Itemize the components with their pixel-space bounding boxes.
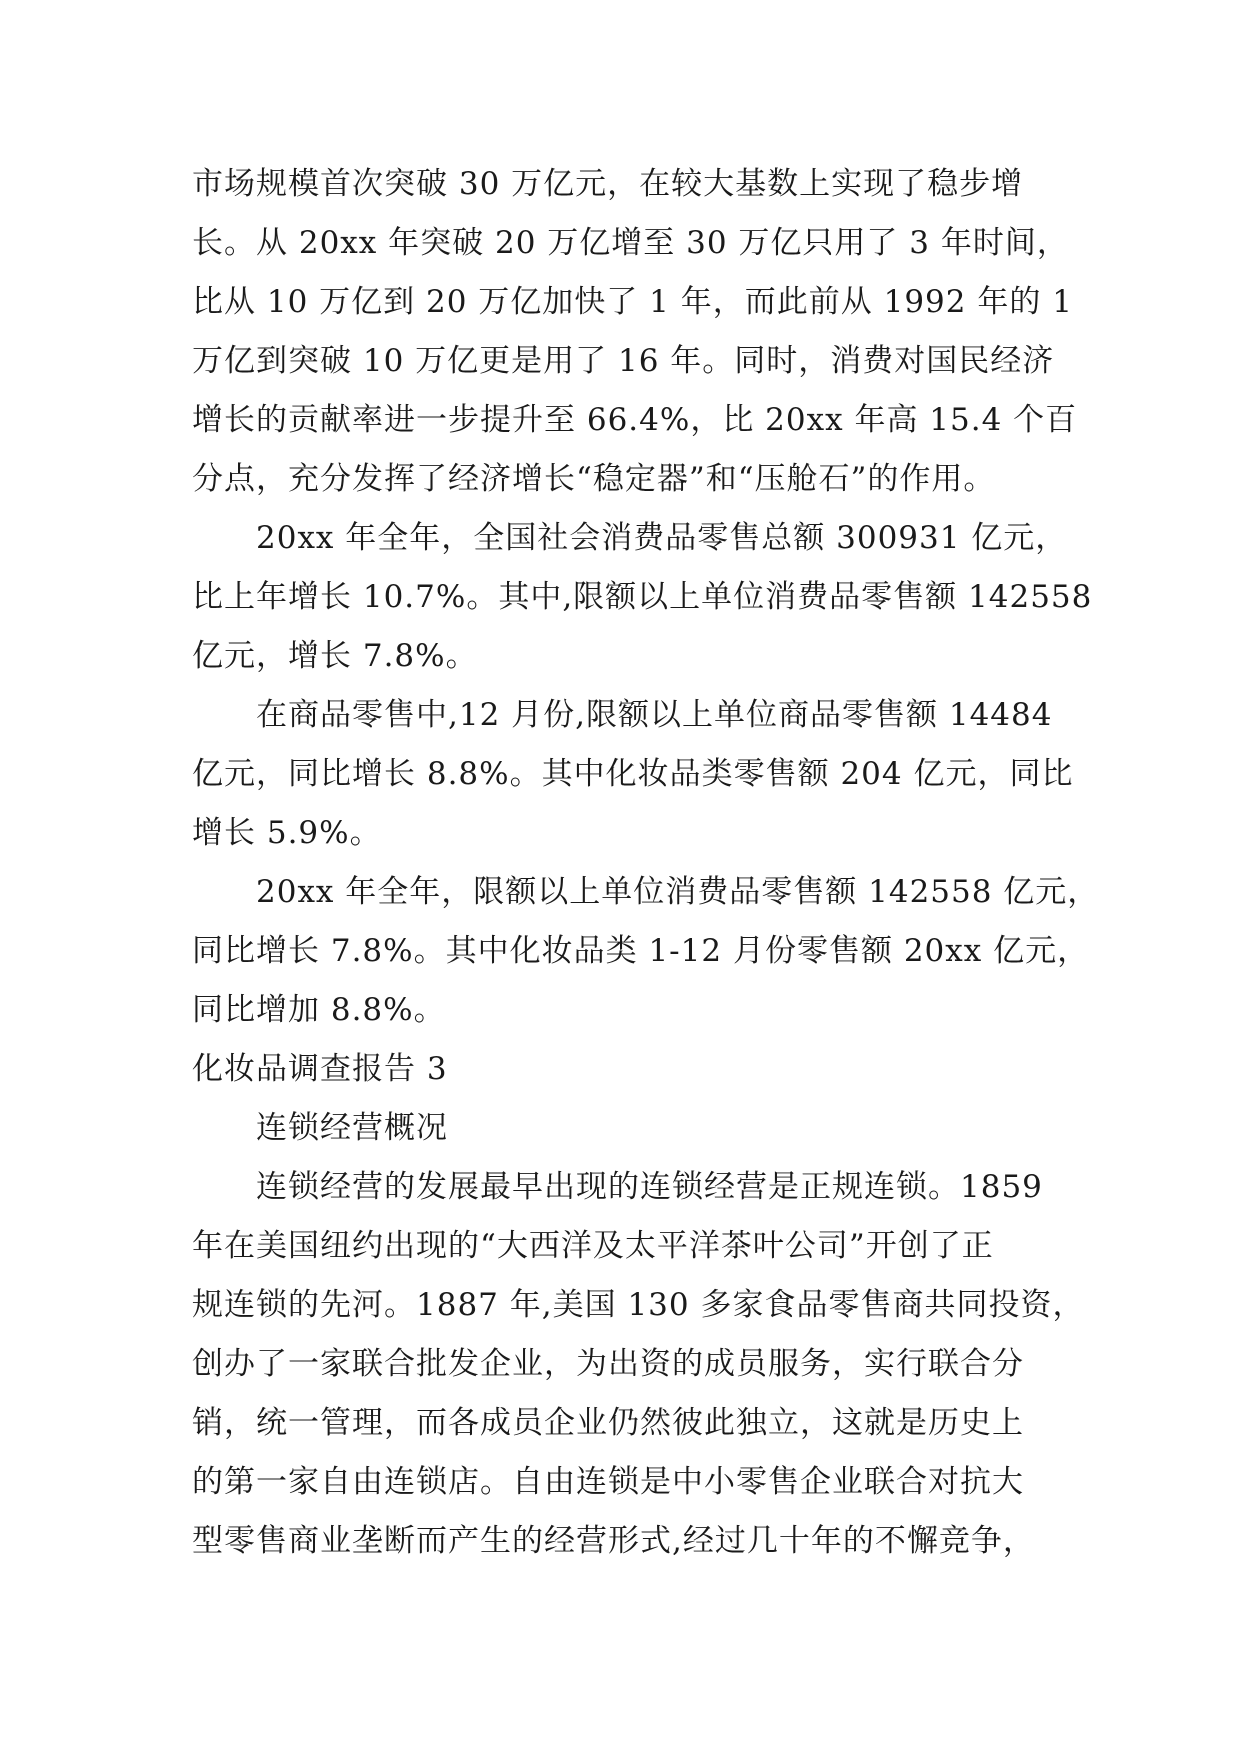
text-line: 规连锁的先河。1887 年,美国 130 多家食品零售商共同投资， — [192, 1287, 1085, 1323]
text-line: 比上年增长 10.7%。其中,限额以上单位消费品零售额 142558 — [192, 579, 1093, 615]
text-line: 亿元，同比增长 8.8%。其中化妆品类零售额 204 亿元，同比 — [192, 756, 1074, 792]
paragraph-start-line: 连锁经营的发展最早出现的连锁经营是正规连锁。1859 — [256, 1169, 1043, 1205]
paragraph-start-line: 在商品零售中,12 月份,限额以上单位商品零售额 14484 — [256, 697, 1053, 733]
text-line: 销，统一管理，而各成员企业仍然彼此独立，这就是历史上 — [192, 1405, 1024, 1441]
text-line: 型零售商业垄断而产生的经营形式,经过几十年的不懈竞争， — [192, 1523, 1035, 1559]
text-line: 增长 5.9%。 — [192, 815, 382, 851]
text-line: 市场规模首次突破 30 万亿元，在较大基数上实现了稳步增 — [192, 166, 1024, 202]
text-line: 同比增长 7.8%。其中化妆品类 1-12 月份零售额 20xx 亿元， — [192, 933, 1090, 969]
text-line: 年在美国纽约出现的“大西洋及太平洋茶叶公司”开创了正 — [192, 1228, 994, 1264]
text-line: 增长的贡献率进一步提升至 66.4%，比 20xx 年高 15.4 个百 — [192, 402, 1078, 438]
text-line: 长。从 20xx 年突破 20 万亿增至 30 万亿只用了 3 年时间， — [192, 225, 1069, 261]
paragraph-start-line: 20xx 年全年，限额以上单位消费品零售额 142558 亿元， — [256, 874, 1100, 910]
text-line: 化妆品调查报告 3 — [192, 1051, 448, 1087]
text-line: 比从 10 万亿到 20 万亿加快了 1 年，而此前从 1992 年的 1 — [192, 284, 1073, 320]
text-line: 同比增加 8.8%。 — [192, 992, 446, 1028]
document-body — [192, 155, 1100, 1571]
text-line: 分点，充分发挥了经济增长“稳定器”和“压舱石”的作用。 — [192, 461, 996, 497]
text-line: 万亿到突破 10 万亿更是用了 16 年。同时，消费对国民经济 — [192, 343, 1055, 379]
paragraph-start-line: 20xx 年全年，全国社会消费品零售总额 300931 亿元， — [256, 520, 1068, 556]
text-line: 的第一家自由连锁店。自由连锁是中小零售企业联合对抗大 — [192, 1464, 1024, 1500]
text-line: 创办了一家联合批发企业，为出资的成员服务，实行联合分 — [192, 1346, 1024, 1382]
text-line: 亿元，增长 7.8%。 — [192, 638, 478, 674]
paragraph-start-line: 连锁经营概况 — [256, 1110, 448, 1146]
